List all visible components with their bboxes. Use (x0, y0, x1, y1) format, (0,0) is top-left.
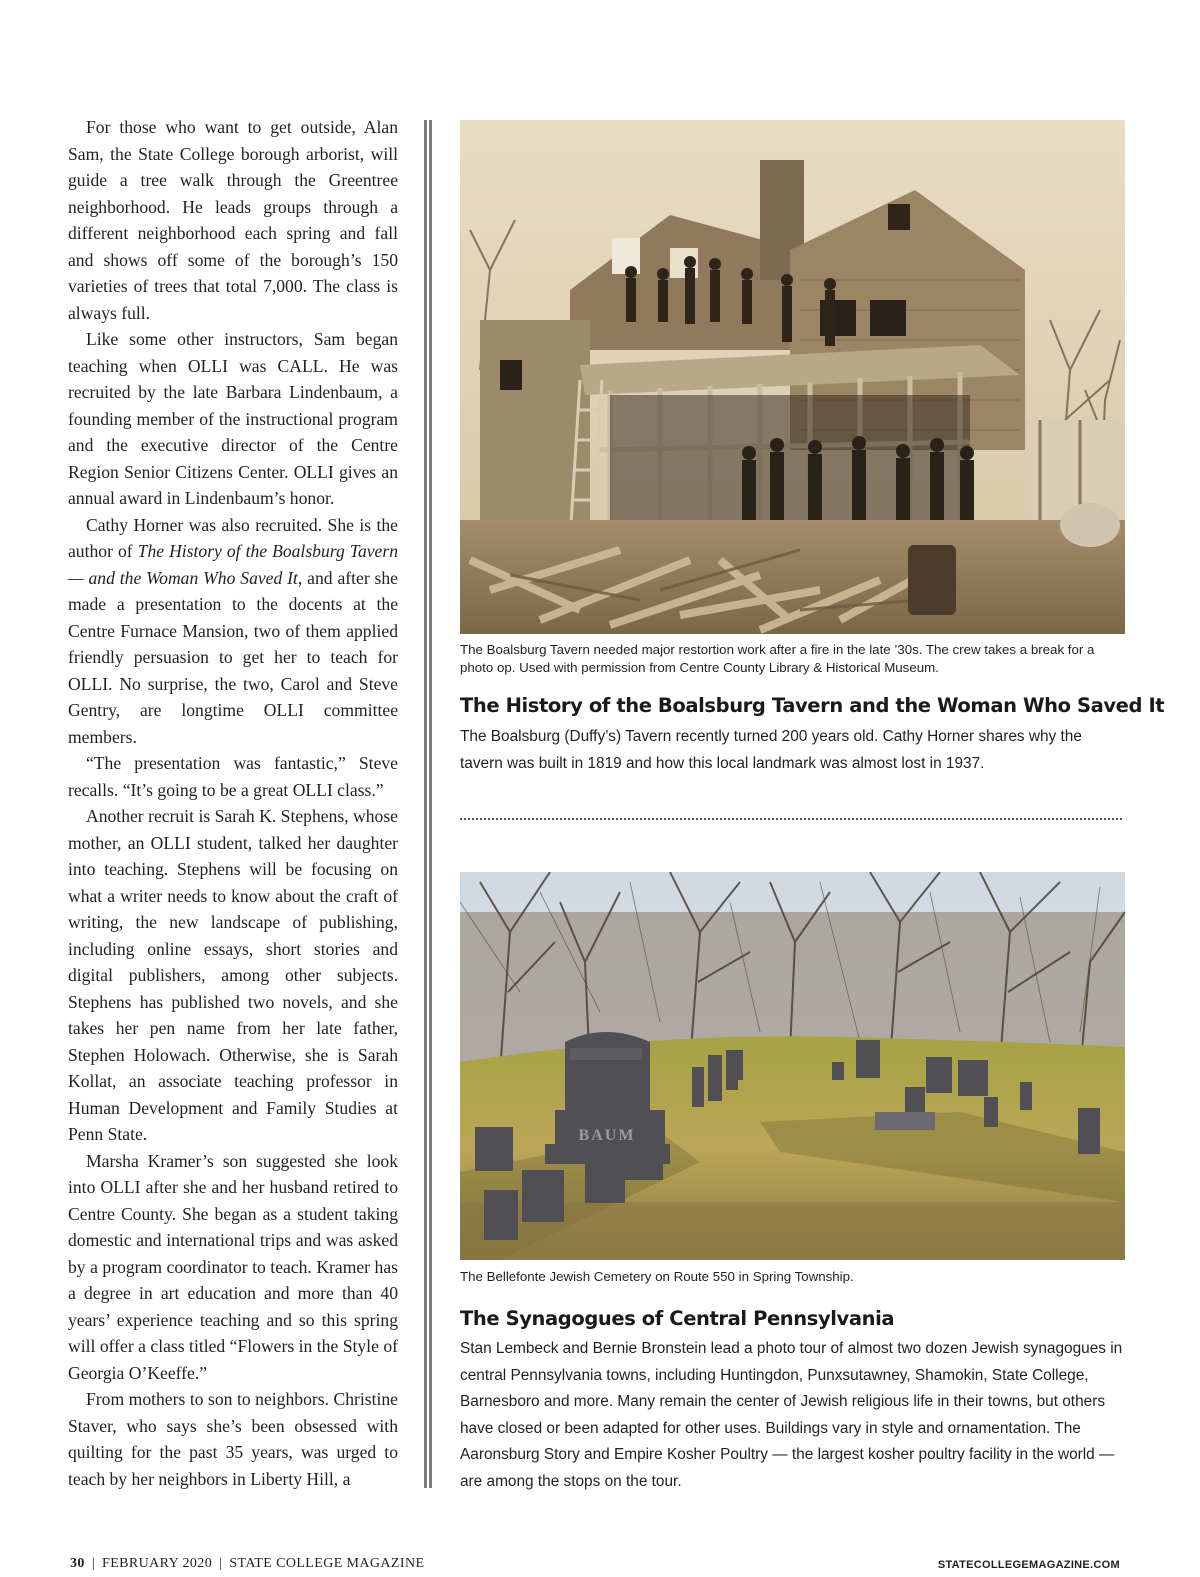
website-url: STATECOLLEGEMAGAZINE.COM (937, 1559, 1120, 1571)
article-paragraph (68, 1148, 398, 1387)
paragraph-text: Like some other instructors, Sam began teaching when OLLI was CALL. He was recruited by the late Barbara Lindenbaum, a founding member of the instructional program and the executive director of the Centre Region Senior Citizens Center. OLLI gives an annual award in Lindenbaum’s honor. (68, 329, 398, 508)
synagogues-class-description: Stan Lembeck and Bernie Bronstein lead a photo tour of almost two dozen Jewish synagogues in central Pennsylvania towns, including Huntingdon, Punxsutawney, Shamokin, State College, Barnesboro and more. Many remain the center of Jewish religious life in their towns, but others have closed or been adapted for other uses. Buildings vary in style and ornamentation. The Aaronsburg Story and Empire Kosher Poultry — the largest kosher poultry facility in the world — are among the stops on the tour. (460, 1340, 1123, 1490)
page-number: 30 (70, 1556, 85, 1571)
tavern-photo-caption: The Boalsburg Tavern needed major restortion work after a fire in the late ’30s. The crew takes a break for a photo op. Used with permission from Centre County Library & Historical Museum. (460, 642, 1095, 675)
article-paragraph (68, 1386, 398, 1492)
cemetery-photo (460, 872, 1125, 1260)
column-divider (424, 120, 432, 1488)
article-body (68, 114, 398, 1492)
section-divider (460, 818, 1122, 820)
paragraph-text: , and after she made a presentation to the docents at the Centre Furnace Mansion, two of them applied friendly persuasion to get her to teach for OLLI. No surprise, the two, Carol and Steve Gentry, are longtime OLLI committee members. (68, 567, 398, 747)
issue-date: FEBRUARY 2020 (102, 1556, 213, 1571)
article-paragraph (68, 326, 398, 512)
article-paragraph (68, 114, 398, 326)
paragraph-text: Another recruit is Sarah K. Stephens, whose mother, an OLLI student, talked her daughter into teaching. Stephens will be focusing on what a writer needs to know about the craft of writing, the new landscape of publishing, including online essays, short stories and digital publishers, among other subjects. Stephens has published two novels, and she takes her pen name from her late father, Stephen Holowach. Otherwise, she is Sarah Kollat, an associate teaching professor in Human Development and Family Studies at Penn State. (68, 806, 398, 1144)
paragraph-text: Marsha Kramer’s son suggested she look into OLLI after she and her husband retired to Centre County. She began as a student taking domestic and international trips and was asked by a program coordinator to teach. Kramer has a degree in art education and more than 40 years’ experience teaching and so this spring will offer a class titled “Flowers in the Style of Georgia O’Keeffe.” (68, 1150, 398, 1383)
paragraph-text: “The presentation was fantastic,” Steve recalls. “It’s going to be a great OLLI class.” (68, 753, 398, 800)
article-paragraph (68, 512, 398, 751)
tavern-class-title: The History of the Boalsburg Tavern and the Woman Who Saved It (460, 694, 1165, 717)
book-title: The History of the Boalsburg Tavern — and the Woman Who Saved It (68, 541, 399, 588)
footer-separator: | (219, 1556, 223, 1571)
paragraph-text: Cathy Horner was also recruited. She is the author of (68, 514, 398, 561)
tavern-class-description: The Boalsburg (Duffy’s) Tavern recently turned 200 years old. Cathy Horner shares why the tavern was built in 1819 and how this local landmark was almost lost in 1937. (460, 728, 1082, 772)
footer-separator: | (91, 1556, 96, 1571)
publication-name: STATE COLLEGE MAGAZINE (229, 1556, 425, 1571)
synagogues-class-title: The Synagogues of Central Pennsylvania (460, 1307, 895, 1330)
tavern-photo (460, 120, 1125, 634)
page-footer (70, 1556, 424, 1572)
article-paragraph (68, 803, 398, 1148)
gravestone-inscription: BAUM (578, 1127, 636, 1144)
article-paragraph (68, 750, 398, 803)
cemetery-photo-caption: The Bellefonte Jewish Cemetery on Route 550 in Spring Township. (460, 1269, 854, 1284)
paragraph-text: For those who want to get outside, Alan Sam, the State College borough arborist, will guide a tree walk through the Greentree neighborhood. He leads groups through a different neighborhood each spring and fall and shows off some of the borough’s 150 varieties of trees that total 7,000. The class is always full. (68, 117, 398, 323)
paragraph-text: From mothers to son to neighbors. Christine Staver, who says she’s been obsessed with quilting for the past 35 years, was urged to teach by her neighbors in Liberty Hill, a (68, 1389, 398, 1489)
